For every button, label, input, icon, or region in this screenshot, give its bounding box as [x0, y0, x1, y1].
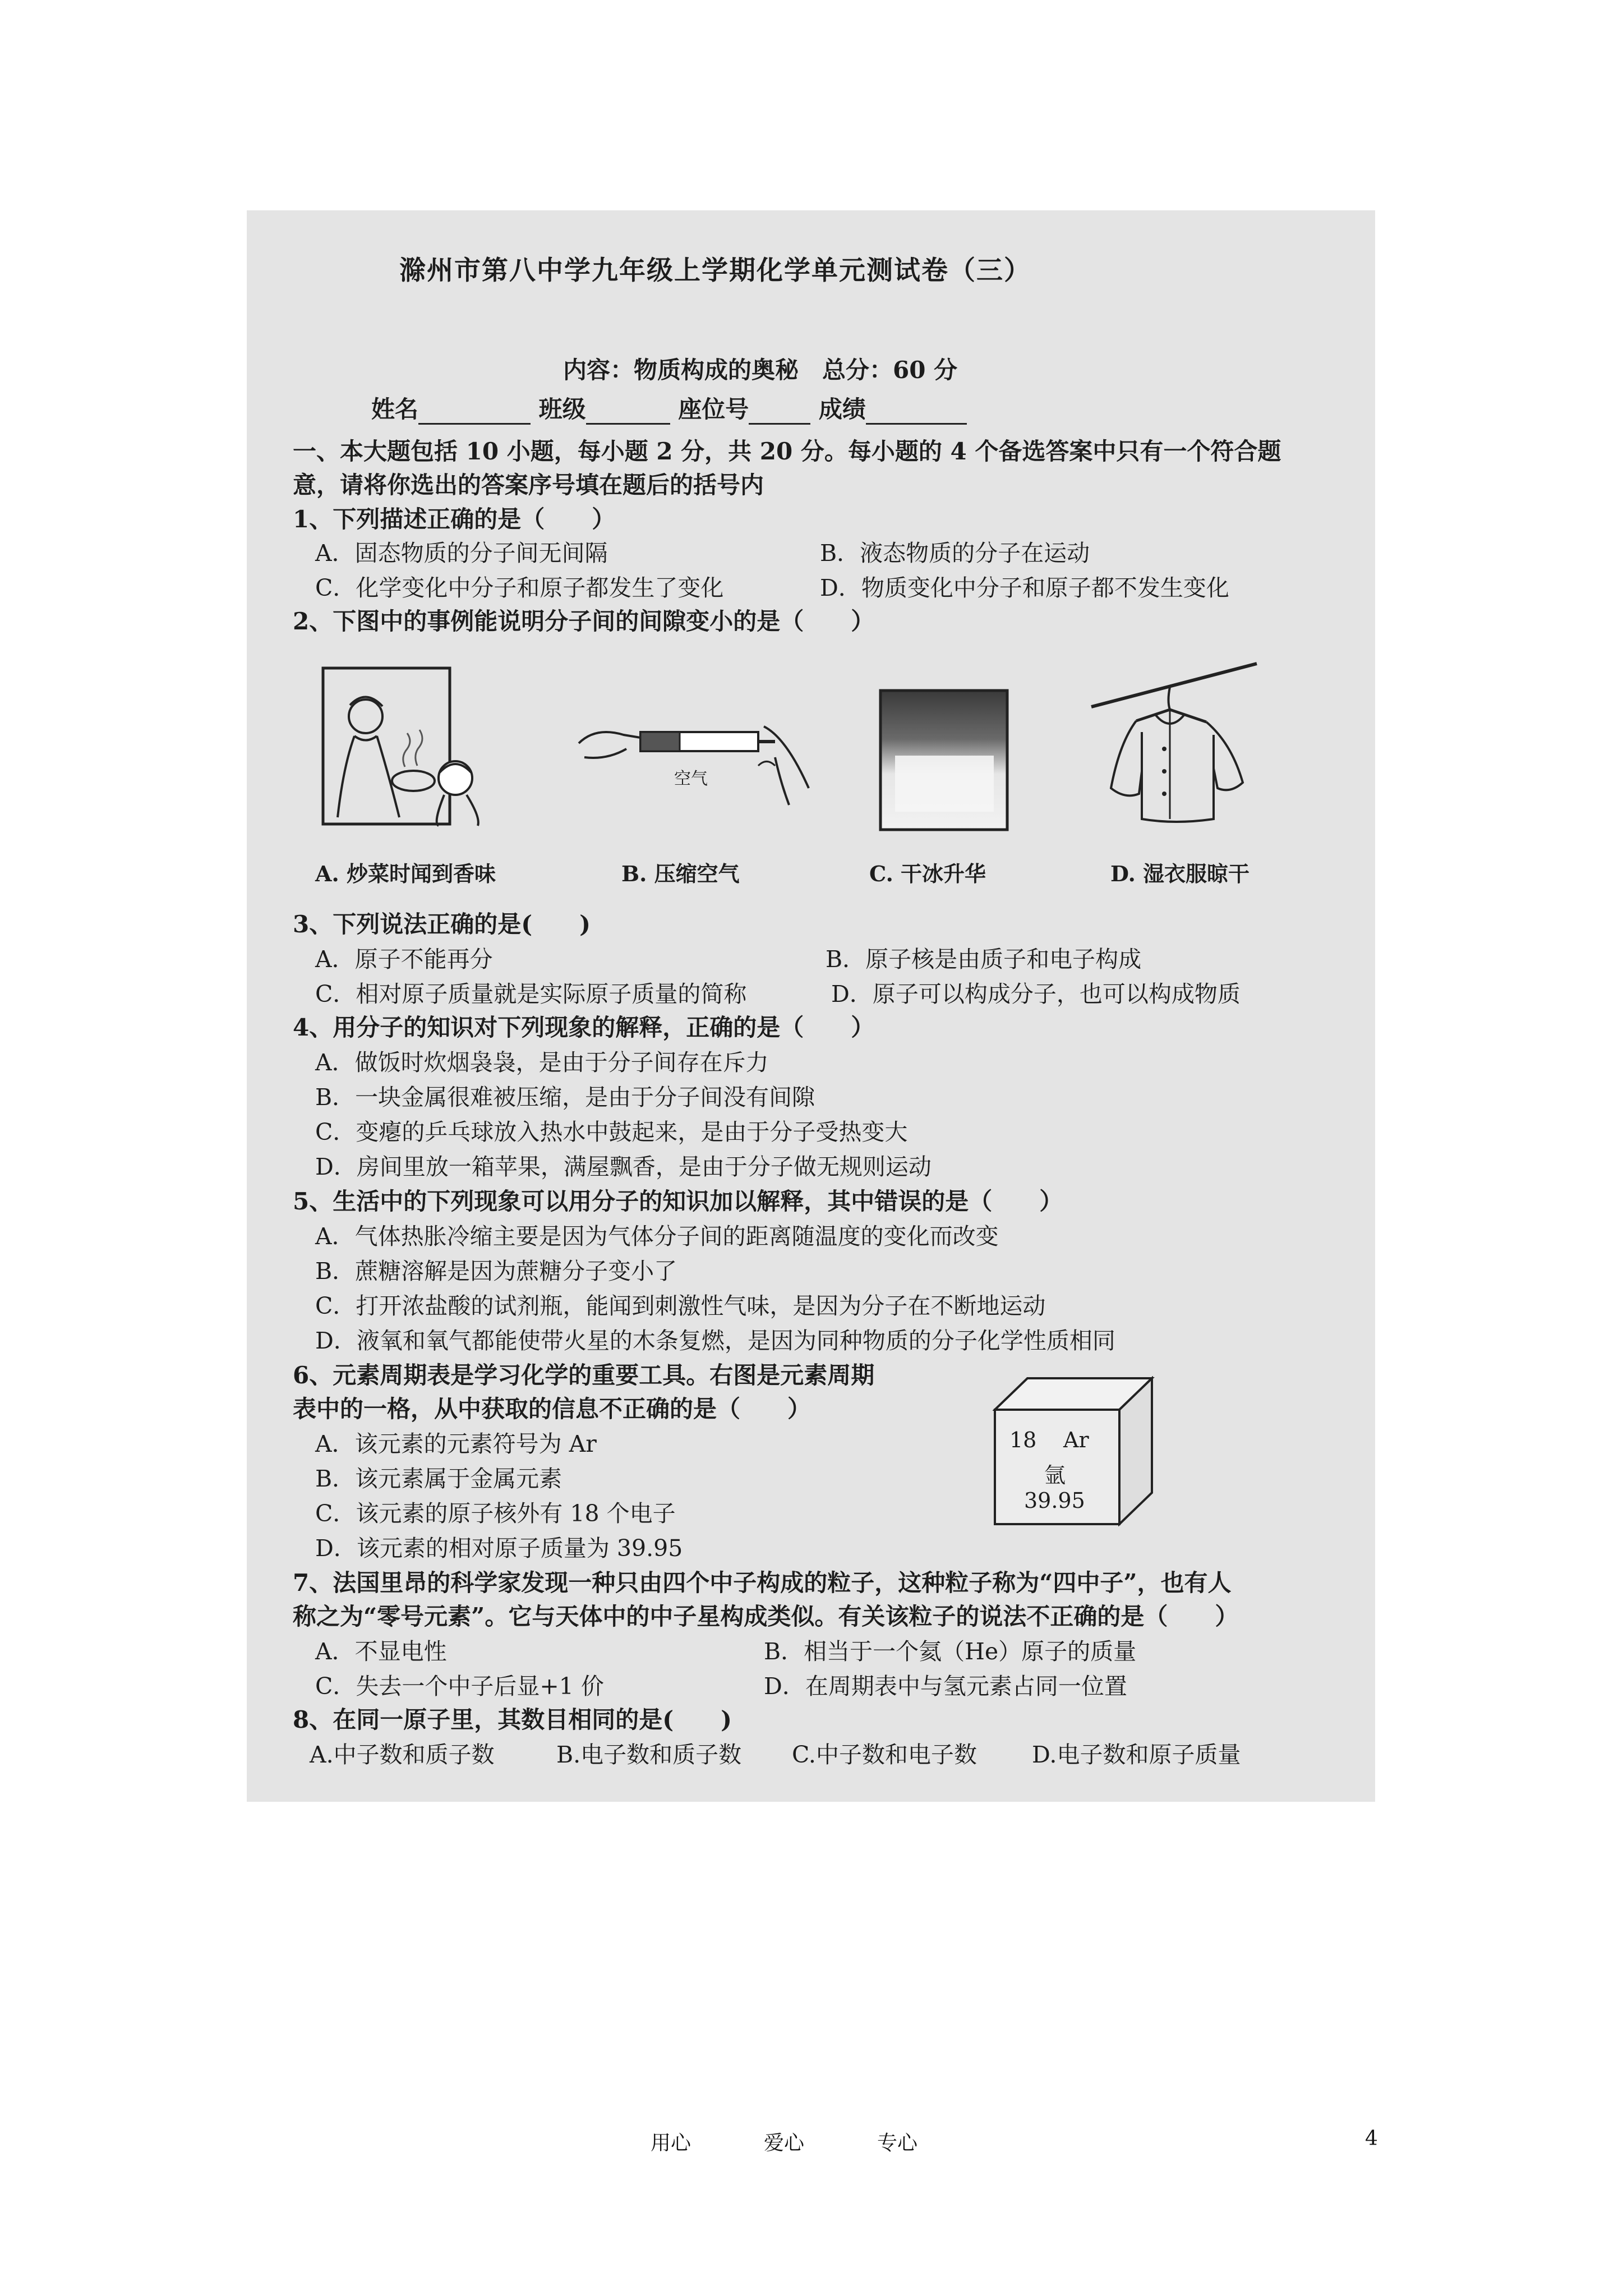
q6-option-d[interactable]: D．该元素的相对原子质量为 39.95 — [315, 1535, 683, 1562]
q2-figure-c-dry-ice — [878, 688, 1013, 836]
q5-option-a[interactable]: A．气体热胀冷缩主要是因为气体分子间的距离随温度的变化而改变 — [315, 1223, 999, 1250]
exam-subtitle: 内容：物质构成的奥秘 总分：60 分 — [563, 356, 958, 384]
atomic-number: 18 — [1009, 1428, 1037, 1452]
q4-option-c[interactable]: C．变瘪的乒乓球放入热水中鼓起来，是由于分子受热变大 — [315, 1119, 908, 1145]
q3-stem: 3、下列说法正确的是( ) — [293, 910, 591, 938]
q2-figure-b-syringe — [573, 704, 820, 818]
q6-stem-line2: 表中的一格，从中获取的信息不正确的是（ ） — [293, 1395, 811, 1423]
seat-blank[interactable] — [749, 399, 810, 425]
q1-option-a[interactable]: A．固态物质的分子间无间隔 — [315, 540, 608, 567]
q8-stem: 8、在同一原子里，其数目相同的是( ) — [293, 1706, 732, 1733]
q7-option-c[interactable]: C．失去一个中子后显+1 价 — [315, 1673, 604, 1700]
q2-caption-d[interactable]: D. 湿衣服晾干 — [1110, 861, 1250, 886]
q2-caption-c[interactable]: C. 干冰升华 — [869, 861, 986, 886]
exam-sheet — [247, 210, 1375, 1802]
q3-option-a[interactable]: A．原子不能再分 — [315, 946, 493, 973]
score-blank[interactable] — [866, 399, 967, 425]
q3-option-d[interactable]: D．原子可以构成分子，也可以构成物质 — [831, 981, 1241, 1007]
q4-option-a[interactable]: A．做饭时炊烟袅袅，是由于分子间存在斥力 — [315, 1049, 769, 1076]
page-number: 4 — [1365, 2127, 1378, 2150]
periodic-cell-argon — [993, 1376, 1155, 1529]
syringe-illustration — [573, 704, 820, 816]
q7-stem-line2: 称之为“零号元素”。它与天体中的中子星构成类似。有关该粒子的说法不正确的是（ ） — [293, 1603, 1239, 1630]
element-name: 氩 — [1044, 1463, 1066, 1488]
q5-option-c[interactable]: C．打开浓盐酸的试剂瓶，能闻到刺激性气味，是因为分子在不断地运动 — [315, 1292, 1046, 1319]
q7-option-d[interactable]: D．在周期表中与氢元素占同一位置 — [764, 1673, 1127, 1700]
q7-option-a[interactable]: A．不显电性 — [315, 1638, 447, 1665]
dry-ice-illustration — [878, 688, 1013, 834]
section1-intro-line2: 意，请将你选出的答案序号填在题后的括号内 — [293, 471, 764, 499]
q5-stem: 5、生活中的下列现象可以用分子的知识加以解释，其中错误的是（ ） — [293, 1188, 1063, 1215]
footer-motto-1: 用心 — [651, 2132, 691, 2155]
seat-label: 座位号 — [678, 395, 749, 423]
element-symbol: Ar — [1063, 1428, 1089, 1452]
name-blank[interactable] — [418, 399, 531, 425]
q6-option-a[interactable]: A．该元素的元素符号为 Ar — [315, 1430, 597, 1457]
name-label: 姓名 — [371, 395, 419, 423]
class-label: 班级 — [538, 395, 586, 423]
q6-option-b[interactable]: B．该元素属于金属元素 — [315, 1465, 562, 1492]
q6-stem-line1: 6、元素周期表是学习化学的重要工具。右图是元素周期 — [293, 1361, 875, 1389]
q8-option-c[interactable]: C.中子数和电子数 — [792, 1741, 977, 1768]
q7-option-b[interactable]: B．相当于一个氦（He）原子的质量 — [764, 1638, 1137, 1665]
q1-stem: 1、下列描述正确的是（ ） — [293, 505, 616, 533]
score-label: 成绩 — [818, 395, 866, 423]
q2-figure-d-clothes — [1086, 659, 1265, 830]
clothes-illustration — [1086, 659, 1265, 827]
q4-option-d[interactable]: D．房间里放一箱苹果，满屋飘香，是由于分子做无规则运动 — [315, 1153, 932, 1180]
q8-option-b[interactable]: B.电子数和质子数 — [556, 1741, 742, 1768]
q1-option-d[interactable]: D．物质变化中分子和原子都不发生变化 — [820, 574, 1229, 601]
q1-option-b[interactable]: B．液态物质的分子在运动 — [820, 540, 1090, 567]
student-info-line — [371, 391, 967, 425]
q2-figure-a-cooking — [321, 666, 489, 831]
q2-caption-b[interactable]: B. 压缩空气 — [621, 861, 740, 886]
q4-option-b[interactable]: B．一块金属很难被压缩，是由于分子间没有间隙 — [315, 1084, 815, 1111]
q8-option-a[interactable]: A.中子数和质子数 — [310, 1741, 495, 1768]
q7-stem-line1: 7、法国里昂的科学家发现一种只由四个中子构成的粒子，这种粒子称为“四中子”，也有人 — [293, 1569, 1232, 1596]
exam-title: 滁州市第八中学九年级上学期化学单元测试卷（三） — [399, 255, 1031, 286]
q8-option-d[interactable]: D.电子数和原子质量 — [1032, 1741, 1241, 1768]
footer-motto-3: 专心 — [877, 2132, 918, 2155]
q1-option-c[interactable]: C．化学变化中分子和原子都发生了变化 — [315, 574, 724, 601]
q2-stem: 2、下图中的事例能说明分子间的间隙变小的是（ ） — [293, 608, 875, 635]
section1-intro-line1: 一、本大题包括 10 小题，每小题 2 分，共 20 分。每小题的 4 个备选答案中只有一个符合题 — [293, 438, 1281, 465]
q3-option-b[interactable]: B．原子核是由质子和电子构成 — [826, 946, 1142, 973]
air-label: 空气 — [674, 769, 708, 789]
footer-motto-2: 爱心 — [764, 2132, 805, 2155]
atomic-mass: 39.95 — [1024, 1488, 1085, 1513]
class-blank[interactable] — [586, 399, 670, 425]
q2-caption-a[interactable]: A. 炒菜时闻到香味 — [315, 861, 496, 886]
q4-stem: 4、用分子的知识对下列现象的解释，正确的是（ ） — [293, 1014, 875, 1041]
q6-option-c[interactable]: C．该元素的原子核外有 18 个电子 — [315, 1500, 676, 1527]
cooking-illustration — [321, 666, 489, 829]
q3-option-c[interactable]: C．相对原子质量就是实际原子质量的简称 — [315, 981, 747, 1007]
q5-option-b[interactable]: B．蔗糖溶解是因为蔗糖分子变小了 — [315, 1258, 677, 1285]
q5-option-d[interactable]: D．液氧和氧气都能使带火星的木条复燃，是因为同种物质的分子化学性质相同 — [315, 1327, 1115, 1354]
